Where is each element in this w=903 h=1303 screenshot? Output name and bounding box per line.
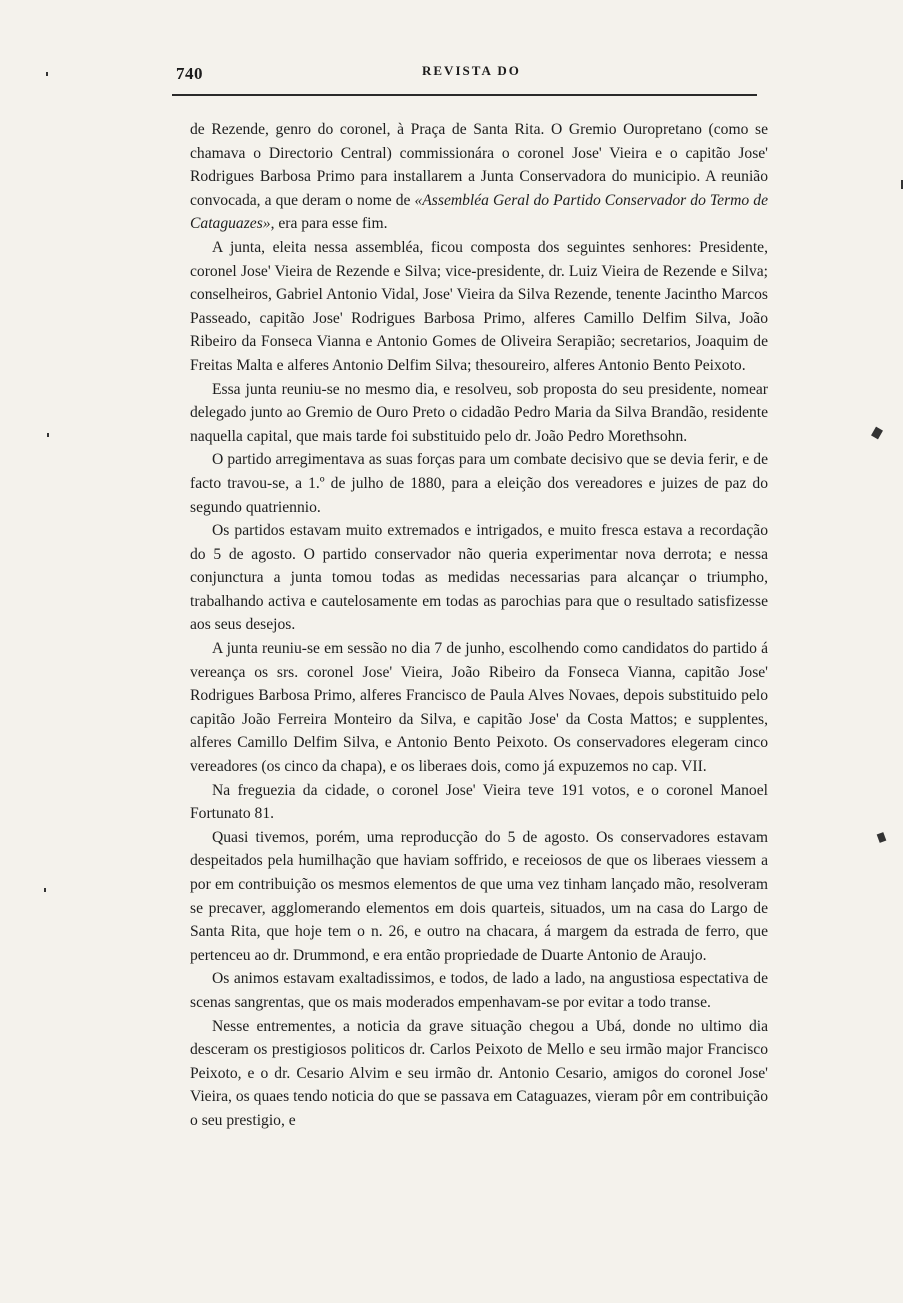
- paragraph-3: Essa junta reuniu-se no mesmo dia, e resolveu, sob proposta do seu presidente, nomear delegado junto ao Gremio de Ouro Preto o cidadão Pedro Maria da Silva Brandão, residente naquella capital, que mais tarde foi substituido pelo dr. João Pedro Morethsohn.: [190, 380, 768, 445]
- paragraph-4: O partido arregimentava as suas forças para um combate decisivo que se devia ferir, e de facto travou-se, a 1.º de julho de 1880, para a eleição dos vereadores e juizes de paz do segundo quatriennio.: [190, 451, 768, 516]
- scan-mark-left-middle: [47, 433, 49, 437]
- paragraph-1: de Rezende, genro do coronel, à Praça de Santa Rita. O Gremio Ouropretano (como se chamava o Directorio Central) commissionára o coronel Jose' Vieira e o capitão Jose' Rodrigues Barbosa Primo para installarem a Junta Conservadora do municipio. A reunião convocada, a que deram o nome de «Assembléa Geral do Partido Conservador do Termo de Cataguazes», era para esse fim.: [190, 121, 768, 233]
- paragraph-5: Os partidos estavam muito extremados e intrigados, e muito fresca estava a recordação do 5 de agosto. O partido conservador não queria experimentar nova derrota; e nessa conjunctura a junta tomou todas as medidas necessarias para alcançar o triumpho, trabalhando activa e cautelosamente em todas as parochias para que o resultado satisfizesse aos seus desejos.: [190, 522, 768, 634]
- paragraph-6: A junta reuniu-se em sessão no dia 7 de junho, escolhendo como candidatos do partido á vereança os srs. coronel Jose' Vieira, João Ribeiro da Fonseca Vianna, capitão Jose' Rodrigues Barbosa Primo, alferes Francisco de Paula Alves Novaes, depois substituido pelo capitão João Ferreira Monteiro da Silva, e capitão Jose' da Costa Mattos; e supplentes, alferes Camillo Delfim Silva, e Antonio Bento Peixoto. Os conservadores elegeram cinco vereadores (os cinco da chapa), e os liberaes dois, como já expuzemos no cap. VII.: [190, 640, 768, 776]
- paragraph-7: Na freguezia da cidade, o coronel Jose' Vieira teve 191 votos, e o coronel Manoel Fortunato 81.: [190, 781, 768, 823]
- scan-mark-right-middle: [871, 427, 883, 440]
- scan-mark-left-top: [46, 72, 48, 76]
- paragraph-10: Nesse entrementes, a noticia da grave situação chegou a Ubá, donde no ultimo dia desceram os prestigiosos politicos dr. Carlos Peixoto de Mello e seu irmão major Francisco Peixoto, e o dr. Cesario Alvim e seu irmão dr. Antonio Cesario, amigos do coronel Jose' Vieira, os quaes tendo noticia do que se passava em Cataguazes, vieram pôr em contribuição o seu prestigio, e: [190, 1017, 768, 1129]
- paragraph-9: Os animos estavam exaltadissimos, e todos, de lado a lado, na angustiosa espectativa de scenas sangrentas, que os mais moderados empenhavam-se por evitar a todo transe.: [190, 970, 768, 1011]
- body-text: [190, 118, 768, 1133]
- scan-mark-right-lower: [877, 832, 887, 843]
- paragraph-2: A junta, eleita nessa assembléa, ficou composta dos seguintes senhores: Presidente, coronel Jose' Vieira de Rezende e Silva; vice-presidente, dr. Luiz Vieira de Rezende e Silva; conselheiros, Gabriel Antonio Vidal, Jose' Vieira da Silva Rezende, tenente Jacintho Marcos Passeado, capitão Jose' Rodrigues Barbosa Primo, alferes Camillo Delfim Silva, João Ribeiro da Fonseca Vianna e Antonio Gomes de Oliveira Serapião; secretarios, Joaquim de Freitas Malta e alferes Antonio Delfim Silva; thesoureiro, alferes Antonio Bento Peixoto.: [190, 238, 768, 374]
- assembly-name-italic: «Assembléa Geral do Partido Conservador do Termo de Cataguazes»: [190, 191, 768, 233]
- page-header: [172, 60, 757, 96]
- scan-mark-left-lower: [44, 888, 46, 892]
- running-title: REVISTA DO: [422, 63, 521, 78]
- paragraph-8: Quasi tivemos, porém, uma reproducção do 5 de agosto. Os conservadores estavam despeitados pela humilhação que haviam soffrido, e receiosos de que os liberaes viessem a por em contribuição os mesmos elementos de que uma vez tinham lançado mão, resolveram se precaver, agglomerando elementos em dois quarteis, situados, um na casa do Largo de Santa Rita, que hoje tem o n. 26, e outro na chacara, á margem da estrada de ferro, que pertenceu ao dr. Drummond, e era então propriedade de Duarte Antonio de Araujo.: [190, 828, 768, 964]
- page-number: 740: [176, 64, 203, 83]
